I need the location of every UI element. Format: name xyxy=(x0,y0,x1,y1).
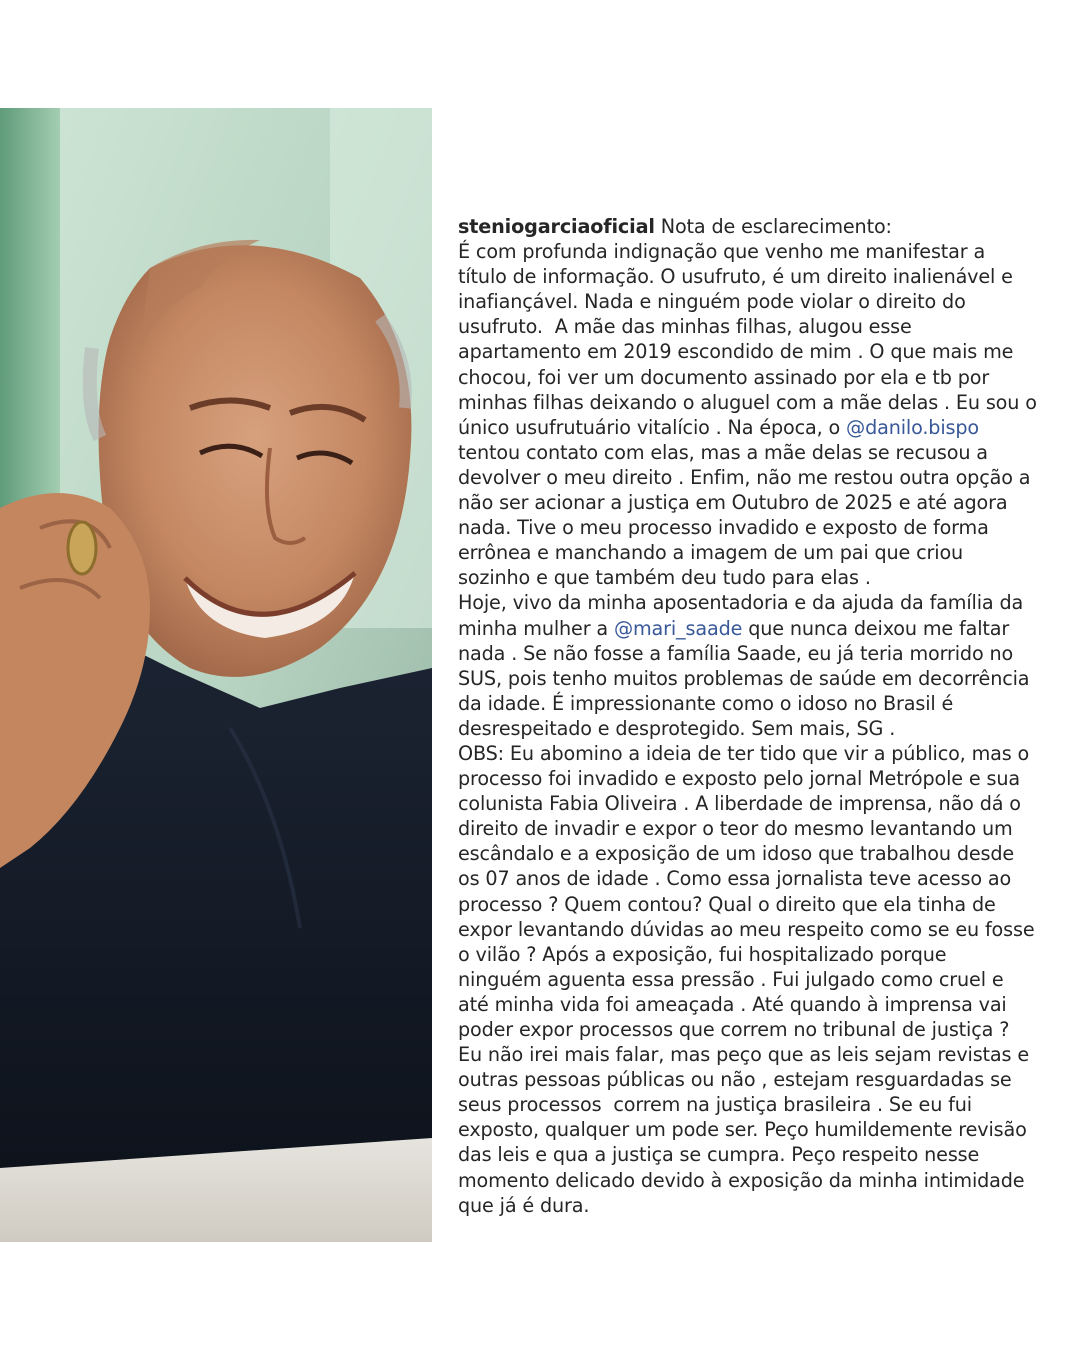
caption-line: errônea e manchando a imagem de um pai que criou xyxy=(458,541,964,565)
caption-line: ninguém aguenta essa pressão . Fui julgado como cruel e xyxy=(458,967,1004,991)
caption-line: usufruto. A mãe das minhas filhas, alugou esse xyxy=(458,315,912,339)
caption-line xyxy=(458,616,1074,641)
caption-line: título de informação. O usufruto, é um direito inalienável e xyxy=(458,265,1013,289)
caption-title: Nota de esclarecimento: xyxy=(654,215,892,238)
caption-line: colunista Fabia Oliveira . A liberdade de imprensa, não dá o xyxy=(458,792,1021,816)
caption-text: minha mulher a xyxy=(458,616,614,640)
caption-line: que já é dura. xyxy=(458,1193,590,1217)
portrait-photo xyxy=(0,108,432,1242)
caption-line: seus processos correm na justiça brasileira . Se eu fui xyxy=(458,1093,972,1117)
caption-line: processo ? Quem contou? Qual o direito que ela tinha de xyxy=(458,892,996,916)
caption-paragraph-1 xyxy=(458,239,1074,590)
caption-line: chocou, foi ver um documento assinado por ela e tb por xyxy=(458,365,990,389)
caption-line: expor levantando dúvidas ao meu respeito como se eu fosse xyxy=(458,917,1035,941)
caption-line: devolver o meu direito . Enfim, não me restou outra opção a xyxy=(458,465,1031,489)
caption-line: desrespeitado e desprotegido. Sem mais, SG . xyxy=(458,716,896,740)
caption-line: não ser acionar a justiça em Outubro de 2025 e até agora xyxy=(458,491,1008,515)
mention-mari-saade[interactable]: @mari_saade xyxy=(613,616,743,640)
caption-paragraph-2 xyxy=(458,590,1074,741)
caption-header-line xyxy=(458,214,1074,239)
caption-line: apartamento em 2019 escondido de mim . O que mais me xyxy=(458,340,1014,364)
username-link[interactable]: steniogarciaoficial xyxy=(458,215,655,238)
caption-line: Eu não irei mais falar, mas peço que as leis sejam revistas e xyxy=(458,1043,1029,1067)
caption-text: que nunca deixou me faltar xyxy=(742,616,1010,640)
caption-line: processo foi invadido e exposto pelo jornal Metrópole e sua xyxy=(458,767,1020,791)
caption-line: direito de invadir e expor o teor do mesmo levantando um xyxy=(458,817,1013,841)
caption-line: o vilão ? Após a exposição, fui hospitalizado porque xyxy=(458,942,947,966)
caption-line: os 07 anos de idade . Como essa jornalista teve acesso ao xyxy=(458,867,1012,891)
caption-line: momento delicado devido à exposição da minha intimidade xyxy=(458,1168,1025,1192)
post-caption xyxy=(458,214,1074,1218)
caption-line: tentou contato com elas, mas a mãe delas se recusou a xyxy=(458,440,988,464)
caption-paragraph-3 xyxy=(458,741,1074,1218)
caption-line: É com profunda indignação que venho me manifestar a xyxy=(458,240,986,264)
caption-line: OBS: Eu abomino a ideia de ter tido que vir a público, mas o xyxy=(458,741,1030,765)
caption-line: nada . Se não fosse a família Saade, eu já teria morrido no xyxy=(458,641,1014,665)
caption-line: poder expor processos que correm no tribunal de justiça ? xyxy=(458,1018,1010,1041)
caption-line: até minha vida foi ameaçada . Até quando à imprensa vai xyxy=(458,992,1007,1016)
caption-line: outras pessoas públicas ou não , estejam resguardadas se xyxy=(458,1068,1012,1092)
caption-line: Hoje, vivo da minha aposentadoria e da ajuda da família da xyxy=(458,591,1024,615)
caption-line: escândalo e a exposição de um idoso que trabalhou desde xyxy=(458,842,1015,866)
caption-line: sozinho e que também deu tudo para elas . xyxy=(458,566,871,590)
caption-text: único usufrutuário vitalício . Na época, o xyxy=(458,415,847,439)
caption-line: SUS, pois tenho muitos problemas de saúde em decorrência xyxy=(458,666,1030,690)
caption-line: nada. Tive o meu processo invadido e exposto de forma xyxy=(458,516,989,540)
caption-line: das leis e qua a justiça se cumpra. Peço respeito nesse xyxy=(458,1143,980,1167)
caption-line: inafiançável. Nada e ninguém pode violar o direito do xyxy=(458,290,966,314)
mention-danilo-bispo[interactable]: @danilo.bispo xyxy=(846,415,979,439)
caption-line: exposto, qualquer um pode ser. Peço humildemente revisão xyxy=(458,1118,1027,1142)
caption-line: minhas filhas deixando o aluguel com a mãe delas . Eu sou o xyxy=(458,390,1037,414)
caption-line xyxy=(458,415,1074,440)
caption-line: da idade. É impressionante como o idoso no Brasil é xyxy=(458,691,954,715)
